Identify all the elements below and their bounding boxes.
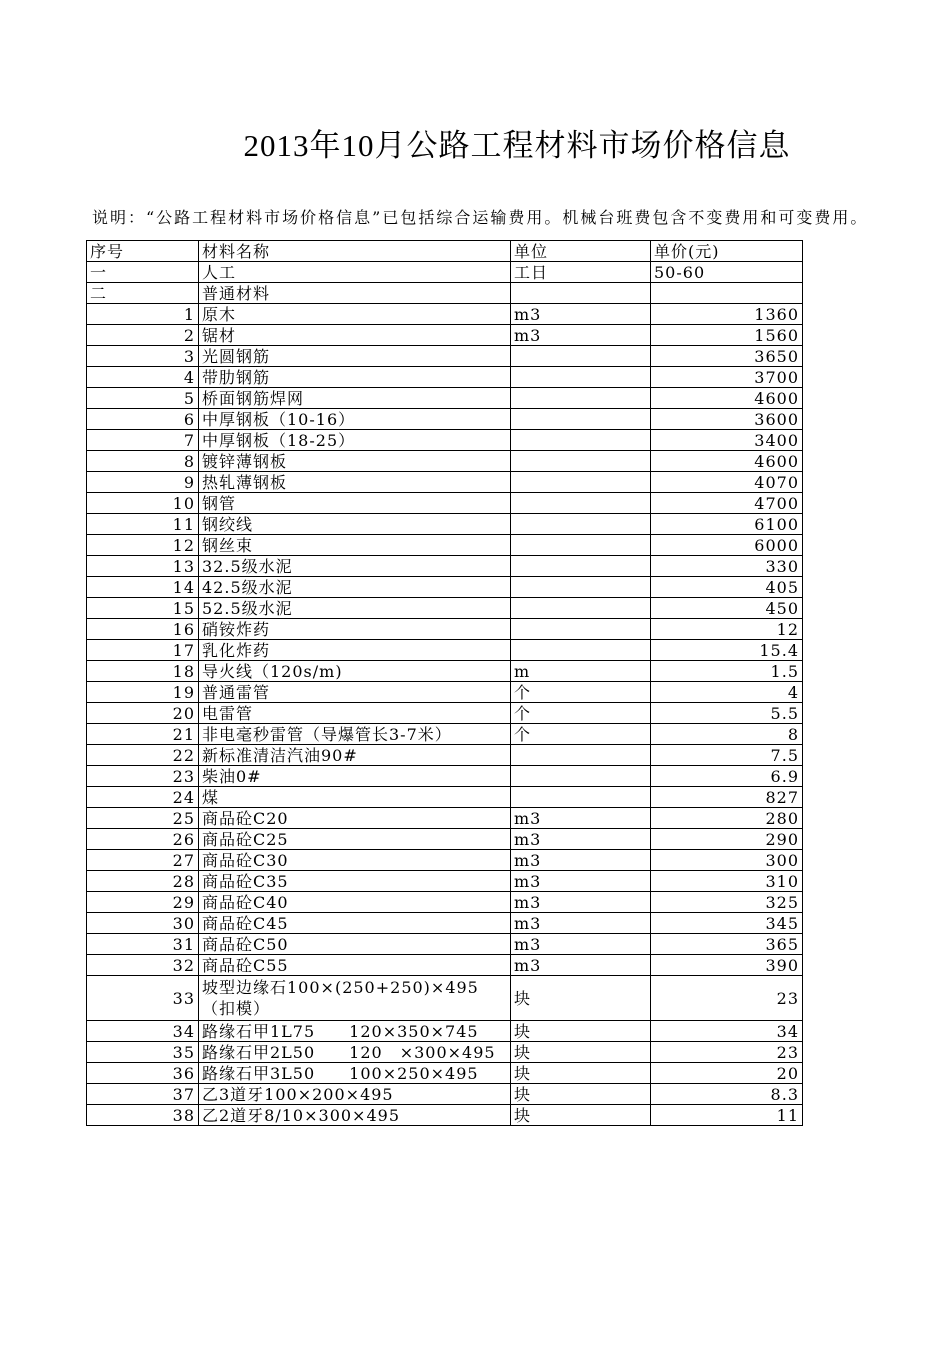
row-material-name: 路缘石甲1L75 120×350×745	[199, 1021, 511, 1042]
row-unit-price: 310	[651, 871, 803, 892]
row-unit-price: 4600	[651, 388, 803, 409]
row-index: 26	[87, 829, 199, 850]
row-unit	[511, 346, 651, 367]
row-index: 24	[87, 787, 199, 808]
table-row	[87, 745, 803, 766]
section-price	[651, 283, 803, 304]
row-material-name: 锯材	[199, 325, 511, 346]
row-unit	[511, 766, 651, 787]
table-row	[87, 766, 803, 787]
row-unit-price: 827	[651, 787, 803, 808]
row-material-name: 电雷管	[199, 703, 511, 724]
table-row	[87, 304, 803, 325]
row-unit-price: 325	[651, 892, 803, 913]
section-row-materials	[87, 283, 803, 304]
section-index: 二	[87, 283, 199, 304]
row-unit: m3	[511, 325, 651, 346]
row-unit: m3	[511, 304, 651, 325]
row-material-name: 商品砼C55	[199, 955, 511, 976]
row-unit-price: 11	[651, 1105, 803, 1126]
row-unit-price: 290	[651, 829, 803, 850]
row-unit-price: 365	[651, 934, 803, 955]
table-row	[87, 850, 803, 871]
row-material-name: 普通雷管	[199, 682, 511, 703]
table-row	[87, 346, 803, 367]
row-index: 8	[87, 451, 199, 472]
header-unit: 单位	[511, 241, 651, 262]
row-unit-price: 34	[651, 1021, 803, 1042]
row-index: 14	[87, 577, 199, 598]
row-unit: m3	[511, 871, 651, 892]
row-unit-price: 3700	[651, 367, 803, 388]
row-unit-price: 390	[651, 955, 803, 976]
row-unit	[511, 451, 651, 472]
section-index: 一	[87, 262, 199, 283]
row-unit-price: 7.5	[651, 745, 803, 766]
table-row	[87, 367, 803, 388]
row-unit: m3	[511, 892, 651, 913]
row-unit: m	[511, 661, 651, 682]
table-row	[87, 1105, 803, 1126]
row-unit	[511, 535, 651, 556]
table-row	[87, 1063, 803, 1084]
row-material-name: 42.5级水泥	[199, 577, 511, 598]
row-index: 29	[87, 892, 199, 913]
row-material-name: 钢绞线	[199, 514, 511, 535]
table-row	[87, 535, 803, 556]
row-unit-price: 4700	[651, 493, 803, 514]
row-unit	[511, 472, 651, 493]
price-table-body	[87, 241, 803, 1126]
row-unit: m3	[511, 829, 651, 850]
row-unit-price: 23	[651, 1042, 803, 1063]
section-name: 普通材料	[199, 283, 511, 304]
row-index: 9	[87, 472, 199, 493]
row-index: 15	[87, 598, 199, 619]
row-index: 30	[87, 913, 199, 934]
table-row	[87, 787, 803, 808]
table-row	[87, 934, 803, 955]
table-row	[87, 913, 803, 934]
row-index: 19	[87, 682, 199, 703]
table-row	[87, 892, 803, 913]
row-material-name: 热轧薄钢板	[199, 472, 511, 493]
table-row	[87, 619, 803, 640]
row-material-name: 32.5级水泥	[199, 556, 511, 577]
row-index: 32	[87, 955, 199, 976]
row-index: 2	[87, 325, 199, 346]
header-index: 序号	[87, 241, 199, 262]
header-unit-price: 单价(元)	[651, 241, 803, 262]
section-name: 人工	[199, 262, 511, 283]
row-material-name: 商品砼C30	[199, 850, 511, 871]
table-row	[87, 514, 803, 535]
row-unit	[511, 745, 651, 766]
row-material-name: 中厚钢板（18-25）	[199, 430, 511, 451]
row-unit: 块	[511, 1105, 651, 1126]
table-row	[87, 388, 803, 409]
row-unit	[511, 577, 651, 598]
row-material-name: 路缘石甲2L50 120 ×300×495	[199, 1042, 511, 1063]
table-row	[87, 661, 803, 682]
row-index: 21	[87, 724, 199, 745]
row-index: 22	[87, 745, 199, 766]
row-unit	[511, 598, 651, 619]
table-row	[87, 829, 803, 850]
row-material-name: 乙2道牙8/10×300×495	[199, 1105, 511, 1126]
table-row	[87, 1042, 803, 1063]
row-unit: 块	[511, 1021, 651, 1042]
row-index: 18	[87, 661, 199, 682]
table-row	[87, 703, 803, 724]
row-index: 28	[87, 871, 199, 892]
row-index: 7	[87, 430, 199, 451]
row-unit-price: 3400	[651, 430, 803, 451]
row-unit-price: 280	[651, 808, 803, 829]
table-row	[87, 451, 803, 472]
row-material-name: 路缘石甲3L50 100×250×495	[199, 1063, 511, 1084]
row-unit-price: 4600	[651, 451, 803, 472]
table-header-row	[87, 241, 803, 262]
row-index: 20	[87, 703, 199, 724]
row-unit-price: 1.5	[651, 661, 803, 682]
row-unit: m3	[511, 913, 651, 934]
row-unit: 块	[511, 1063, 651, 1084]
row-index: 38	[87, 1105, 199, 1126]
row-material-name: 乙3道牙100×200×495	[199, 1084, 511, 1105]
row-index: 13	[87, 556, 199, 577]
row-material-name: 商品砼C20	[199, 808, 511, 829]
row-unit-price: 1560	[651, 325, 803, 346]
table-row	[87, 409, 803, 430]
row-material-name: 商品砼C40	[199, 892, 511, 913]
row-unit	[511, 367, 651, 388]
row-material-name: 钢管	[199, 493, 511, 514]
table-row	[87, 1021, 803, 1042]
table-row	[87, 955, 803, 976]
row-unit	[511, 409, 651, 430]
table-row	[87, 724, 803, 745]
row-unit-price: 12	[651, 619, 803, 640]
row-unit: m3	[511, 955, 651, 976]
row-unit-price: 450	[651, 598, 803, 619]
row-unit-price: 405	[651, 577, 803, 598]
row-index: 27	[87, 850, 199, 871]
row-material-name: 坡型边缘石100×(250+250)×495（扣模）	[199, 976, 511, 1021]
row-unit-price: 345	[651, 913, 803, 934]
row-material-name: 商品砼C50	[199, 934, 511, 955]
row-index: 35	[87, 1042, 199, 1063]
row-unit	[511, 514, 651, 535]
explanation-note: 说明：“公路工程材料市场价格信息”已包括综合运输费用。机械台班费包含不变费用和可变费用。	[92, 208, 869, 227]
section-row-labor	[87, 262, 803, 283]
row-index: 5	[87, 388, 199, 409]
header-material-name: 材料名称	[199, 241, 511, 262]
row-unit-price: 300	[651, 850, 803, 871]
row-index: 34	[87, 1021, 199, 1042]
row-unit-price: 15.4	[651, 640, 803, 661]
row-material-name: 镀锌薄钢板	[199, 451, 511, 472]
section-unit	[511, 283, 651, 304]
row-unit-price: 6.9	[651, 766, 803, 787]
row-material-name: 非电毫秒雷管（导爆管长3-7米）	[199, 724, 511, 745]
row-unit: 个	[511, 724, 651, 745]
page-title: 2013年10月公路工程材料市场价格信息	[243, 128, 791, 163]
row-material-name: 乳化炸药	[199, 640, 511, 661]
table-row	[87, 808, 803, 829]
table-row	[87, 1084, 803, 1105]
row-unit-price: 1360	[651, 304, 803, 325]
table-row	[87, 472, 803, 493]
row-index: 3	[87, 346, 199, 367]
row-unit-price: 5.5	[651, 703, 803, 724]
row-material-name: 煤	[199, 787, 511, 808]
section-price: 50-60	[651, 262, 803, 283]
row-unit	[511, 388, 651, 409]
row-index: 23	[87, 766, 199, 787]
row-unit: 块	[511, 1042, 651, 1063]
row-material-name: 柴油0#	[199, 766, 511, 787]
row-material-name: 导火线（120s/m)	[199, 661, 511, 682]
row-material-name: 商品砼C35	[199, 871, 511, 892]
row-material-name: 商品砼C25	[199, 829, 511, 850]
row-index: 16	[87, 619, 199, 640]
row-index: 36	[87, 1063, 199, 1084]
row-index: 25	[87, 808, 199, 829]
row-material-name: 桥面钢筋焊网	[199, 388, 511, 409]
table-row	[87, 682, 803, 703]
row-unit-price: 4070	[651, 472, 803, 493]
row-unit-price: 6100	[651, 514, 803, 535]
row-unit	[511, 430, 651, 451]
table-row	[87, 493, 803, 514]
row-index: 10	[87, 493, 199, 514]
row-unit: 个	[511, 682, 651, 703]
price-table	[86, 240, 803, 1126]
row-index: 11	[87, 514, 199, 535]
row-index: 12	[87, 535, 199, 556]
table-row	[87, 871, 803, 892]
row-unit-price: 8.3	[651, 1084, 803, 1105]
row-material-name: 光圆钢筋	[199, 346, 511, 367]
row-unit: m3	[511, 850, 651, 871]
table-row	[87, 598, 803, 619]
row-unit-price: 330	[651, 556, 803, 577]
row-unit	[511, 787, 651, 808]
row-material-name: 新标准清洁汽油90#	[199, 745, 511, 766]
table-row	[87, 577, 803, 598]
table-row	[87, 430, 803, 451]
row-index: 1	[87, 304, 199, 325]
row-unit-price: 20	[651, 1063, 803, 1084]
row-index: 31	[87, 934, 199, 955]
row-unit	[511, 556, 651, 577]
row-unit-price: 4	[651, 682, 803, 703]
row-unit	[511, 619, 651, 640]
row-index: 37	[87, 1084, 199, 1105]
table-row	[87, 325, 803, 346]
table-row	[87, 976, 803, 1021]
row-unit-price: 6000	[651, 535, 803, 556]
row-material-name: 带肋钢筋	[199, 367, 511, 388]
section-unit: 工日	[511, 262, 651, 283]
row-index: 33	[87, 976, 199, 1021]
row-material-name: 原木	[199, 304, 511, 325]
row-index: 6	[87, 409, 199, 430]
row-unit: 块	[511, 976, 651, 1021]
row-unit: 块	[511, 1084, 651, 1105]
row-unit: m3	[511, 934, 651, 955]
row-material-name: 商品砼C45	[199, 913, 511, 934]
row-unit	[511, 493, 651, 514]
row-material-name: 钢丝束	[199, 535, 511, 556]
row-unit-price: 23	[651, 976, 803, 1021]
row-index: 4	[87, 367, 199, 388]
row-unit	[511, 640, 651, 661]
row-index: 17	[87, 640, 199, 661]
row-unit-price: 8	[651, 724, 803, 745]
row-unit: m3	[511, 808, 651, 829]
row-unit-price: 3600	[651, 409, 803, 430]
row-unit: 个	[511, 703, 651, 724]
table-row	[87, 556, 803, 577]
table-row	[87, 640, 803, 661]
row-unit-price: 3650	[651, 346, 803, 367]
row-material-name: 硝铵炸药	[199, 619, 511, 640]
row-material-name: 中厚钢板（10-16）	[199, 409, 511, 430]
row-material-name: 52.5级水泥	[199, 598, 511, 619]
